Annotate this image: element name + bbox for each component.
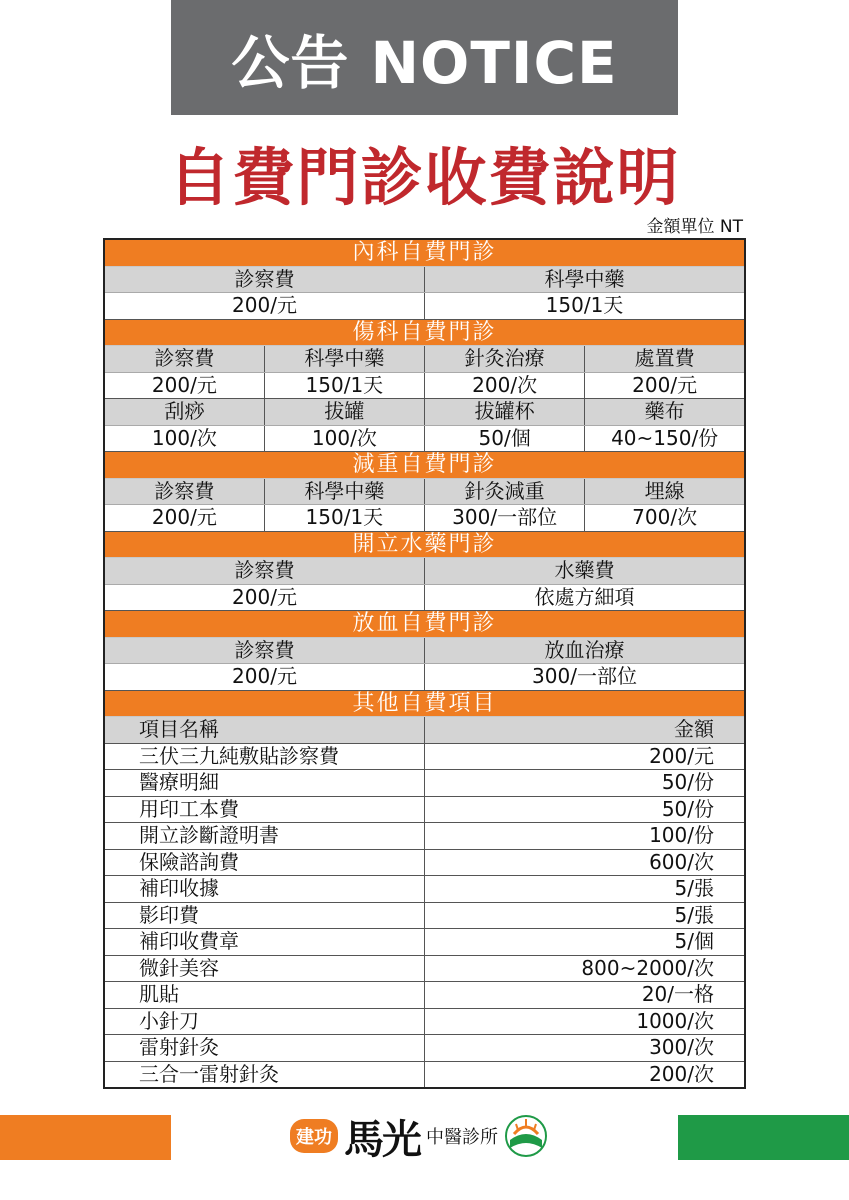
table-row: [104, 823, 745, 850]
notice-banner: [171, 0, 678, 115]
fee-table: [103, 238, 746, 1089]
item-amount: 50/份: [425, 770, 746, 797]
item-amount: 300/次: [425, 1035, 746, 1062]
section-title: 傷科自費門診: [104, 319, 745, 346]
price-cell: 150/1天: [425, 293, 746, 320]
table-row: [104, 796, 745, 823]
clinic-logo: [290, 1103, 570, 1169]
item-name: 微針美容: [104, 955, 425, 982]
table-row: [104, 558, 745, 585]
item-amount: 5/張: [425, 902, 746, 929]
table-row: [104, 505, 745, 532]
item-name: 雷射針灸: [104, 1035, 425, 1062]
item-name: 三合一雷射針灸: [104, 1061, 425, 1088]
item-amount: 5/個: [425, 929, 746, 956]
column-header: 診察費: [104, 637, 425, 664]
item-amount: 100/份: [425, 823, 746, 850]
price-cell: 150/1天: [264, 505, 424, 532]
price-cell: 700/次: [585, 505, 745, 532]
price-cell: 100/次: [104, 425, 264, 452]
column-header: 項目名稱: [104, 717, 425, 744]
price-cell: 40~150/份: [585, 425, 745, 452]
item-name: 補印收據: [104, 876, 425, 903]
item-name: 用印工本費: [104, 796, 425, 823]
item-amount: 200/元: [425, 743, 746, 770]
banner-title: 公告 NOTICE: [231, 28, 618, 97]
table-row: [104, 664, 745, 691]
section-header-other: [104, 690, 745, 717]
section-header-decoction: [104, 531, 745, 558]
section-header-trauma: [104, 319, 745, 346]
price-cell: 依處方細項: [425, 584, 746, 611]
column-header: 放血治療: [425, 637, 746, 664]
table-row: [104, 902, 745, 929]
table-row: [104, 743, 745, 770]
section-header-weight: [104, 452, 745, 479]
price-cell: 300/一部位: [425, 664, 746, 691]
logo-badge: 建功: [290, 1119, 338, 1153]
section-header-bloodletting: [104, 611, 745, 638]
section-header-internal: [104, 239, 745, 266]
column-header: 水藥費: [425, 558, 746, 585]
section-title: 其他自費項目: [104, 690, 745, 717]
price-cell: 200/元: [104, 664, 425, 691]
table-row: [104, 955, 745, 982]
item-name: 醫療明細: [104, 770, 425, 797]
logo-brand: 馬光: [344, 1115, 420, 1163]
section-title: 減重自費門診: [104, 452, 745, 479]
price-cell: 200/元: [104, 372, 264, 399]
price-cell: 200/元: [104, 505, 264, 532]
table-row: [104, 929, 745, 956]
page-title: 自費門診收費說明: [168, 141, 681, 214]
price-cell: 100/次: [264, 425, 424, 452]
table-row: [104, 584, 745, 611]
table-row: [104, 717, 745, 744]
price-cell: 200/元: [104, 584, 425, 611]
column-header: 拔罐杯: [425, 399, 585, 426]
item-amount: 5/張: [425, 876, 746, 903]
column-header: 針灸治療: [425, 346, 585, 373]
table-row: [104, 1061, 745, 1088]
table-row: [104, 346, 745, 373]
column-header: 診察費: [104, 346, 264, 373]
item-amount: 1000/次: [425, 1008, 746, 1035]
item-amount: 50/份: [425, 796, 746, 823]
item-amount: 20/一格: [425, 982, 746, 1009]
clinic-emblem-icon: [504, 1114, 548, 1158]
table-row: [104, 876, 745, 903]
item-name: 影印費: [104, 902, 425, 929]
table-row: [104, 293, 745, 320]
table-row: [104, 982, 745, 1009]
item-name: 小針刀: [104, 1008, 425, 1035]
column-header: 埋線: [585, 478, 745, 505]
item-name: 開立診斷證明書: [104, 823, 425, 850]
item-name: 肌貼: [104, 982, 425, 1009]
footer-bar-orange: [0, 1115, 171, 1160]
column-header: 金額: [425, 717, 746, 744]
item-amount: 800~2000/次: [425, 955, 746, 982]
price-cell: 50/個: [425, 425, 585, 452]
item-amount: 600/次: [425, 849, 746, 876]
column-header: 刮痧: [104, 399, 264, 426]
footer-bar-green: [678, 1115, 849, 1160]
other-items-list: [104, 743, 745, 1088]
table-row: [104, 478, 745, 505]
column-header: 藥布: [585, 399, 745, 426]
item-amount: 200/次: [425, 1061, 746, 1088]
column-header: 診察費: [104, 558, 425, 585]
table-row: [104, 637, 745, 664]
table-row: [104, 849, 745, 876]
column-header: 科學中藥: [425, 266, 746, 293]
price-cell: 200/元: [104, 293, 425, 320]
column-header: 診察費: [104, 478, 264, 505]
section-title: 開立水藥門診: [104, 531, 745, 558]
table-row: [104, 770, 745, 797]
column-header: 處置費: [585, 346, 745, 373]
section-title: 放血自費門診: [104, 611, 745, 638]
column-header: 診察費: [104, 266, 425, 293]
item-name: 保險諮詢費: [104, 849, 425, 876]
table-row: [104, 399, 745, 426]
table-row: [104, 372, 745, 399]
table-row: [104, 1035, 745, 1062]
table-row: [104, 425, 745, 452]
column-header: 拔罐: [264, 399, 424, 426]
price-cell: 200/次: [425, 372, 585, 399]
column-header: 科學中藥: [264, 346, 424, 373]
price-cell: 150/1天: [264, 372, 424, 399]
item-name: 補印收費章: [104, 929, 425, 956]
section-title: 內科自費門診: [104, 239, 745, 266]
column-header: 針灸減重: [425, 478, 585, 505]
item-name: 三伏三九純敷貼診察費: [104, 743, 425, 770]
price-cell: 300/一部位: [425, 505, 585, 532]
column-header: 科學中藥: [264, 478, 424, 505]
table-row: [104, 1008, 745, 1035]
table-row: [104, 266, 745, 293]
price-cell: 200/元: [585, 372, 745, 399]
logo-subtitle: 中醫診所: [426, 1127, 498, 1148]
currency-unit-note: 金額單位 NT: [646, 217, 743, 237]
